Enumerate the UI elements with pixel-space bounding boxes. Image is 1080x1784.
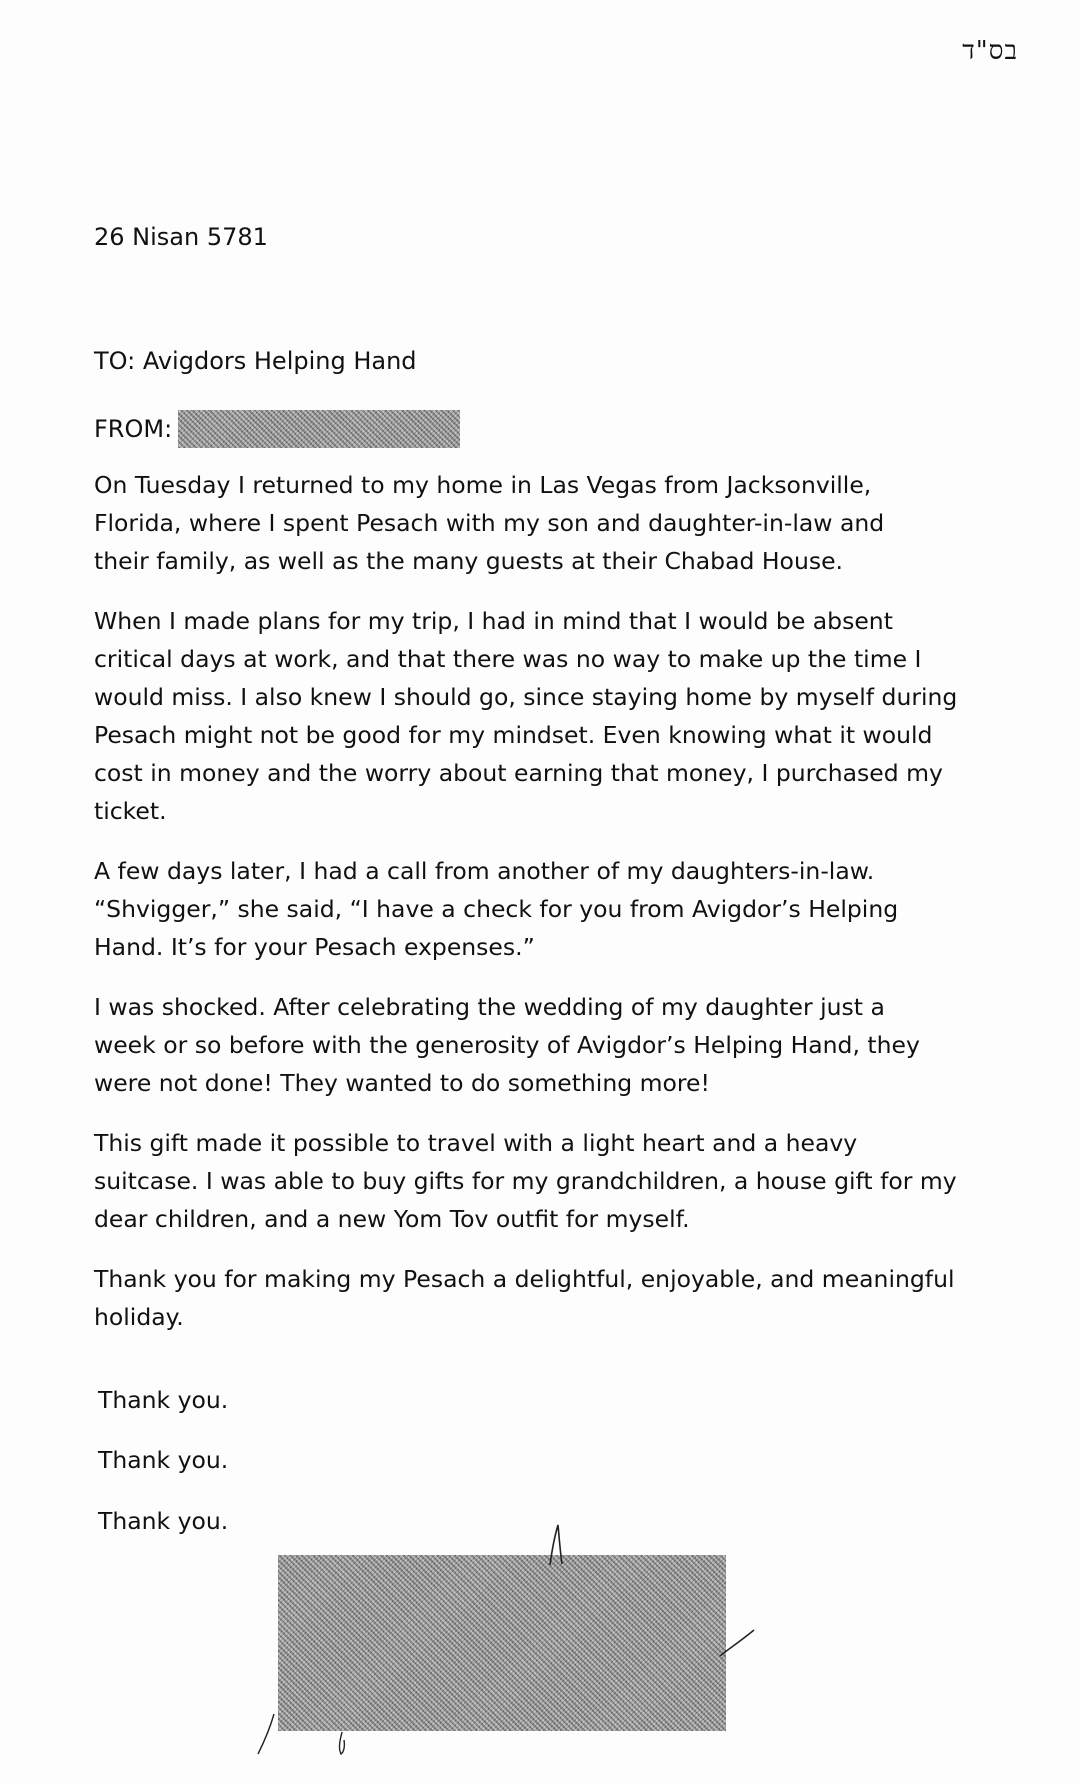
closing-line: Thank you.: [98, 1446, 229, 1474]
letter-date: 26 Nisan 5781: [94, 223, 268, 251]
paragraph: Thank you for making my Pesach a delightful, enjoyable, and meaningful holiday.: [94, 1265, 955, 1331]
signature-stroke: [332, 1728, 356, 1758]
redacted-signature: [278, 1555, 726, 1731]
letter-body: [94, 466, 1034, 1358]
from-label: FROM:: [94, 415, 173, 443]
closing-line: Thank you.: [98, 1386, 229, 1414]
signature-stroke: [252, 1708, 282, 1758]
paragraph: A few days later, I had a call from another of my daughters-in-law. “Shvigger,” she said, “I have a check for you from Avigdor’s Helping Hand. It’s for your Pesach expenses.”: [94, 857, 899, 961]
paragraph: I was shocked. After celebrating the wedding of my daughter just a week or so before with the generosity of Avigdor’s Helping Hand, they were not done! They wanted to do something more!: [94, 993, 920, 1097]
hebrew-header: בס"ד: [962, 36, 1018, 66]
redacted-sender-name: [178, 410, 460, 448]
closing-line: Thank you.: [98, 1507, 229, 1535]
to-line: TO: Avigdors Helping Hand: [94, 347, 417, 375]
paragraph: This gift made it possible to travel with a light heart and a heavy suitcase. I was able to buy gifts for my grandchildren, a house gift for my dear children, and a new Yom Tov outfit for myself.: [94, 1129, 957, 1233]
from-line: [94, 410, 460, 448]
signature-stroke: [540, 1520, 570, 1570]
paragraph: On Tuesday I returned to my home in Las Vegas from Jacksonville, Florida, where I spent Pesach with my son and daughter-in-law and their family, as well as the many guests at their Chabad House.: [94, 471, 885, 575]
paragraph: When I made plans for my trip, I had in mind that I would be absent critical days at work, and that there was no way to make up the time I would miss. I also knew I should go, since staying home by myself during Pesach might not be good for my mindset. Even knowing what it would cost in money and the worry about earning that money, I purchased my ticket.: [94, 607, 958, 825]
signature-stroke: [718, 1620, 758, 1660]
